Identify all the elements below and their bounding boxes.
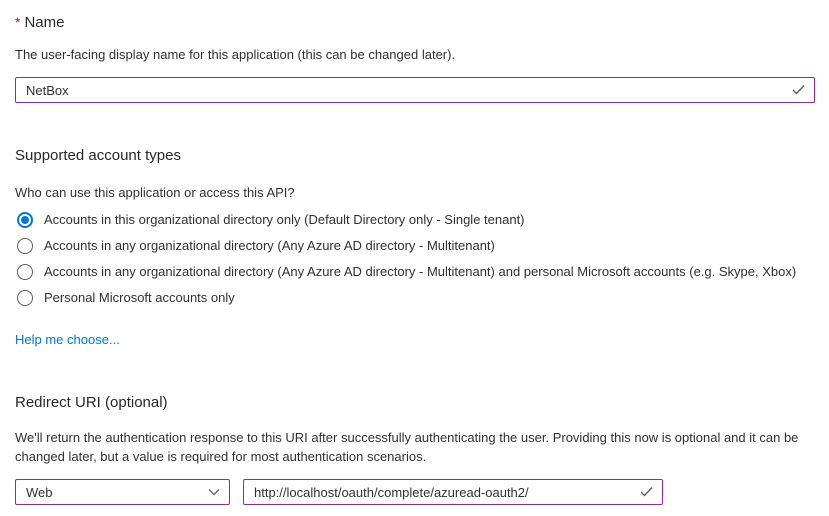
radio-option-label: Personal Microsoft accounts only	[44, 290, 235, 305]
name-label: Name	[24, 14, 65, 31]
required-asterisk: *	[15, 14, 21, 30]
radio-option-label: Accounts in any organizational directory (Any Azure AD directory - Multitenant) and personal Microsoft accounts (e.g. Skype, Xbox)	[44, 264, 797, 279]
radio-button-icon[interactable]	[17, 212, 33, 228]
radio-option-single-tenant[interactable]	[15, 212, 815, 228]
radio-button-icon[interactable]	[17, 264, 33, 280]
radio-option-personal-only[interactable]	[15, 290, 815, 306]
redirect-uri-field-box	[243, 479, 663, 505]
redirect-uri-title: Redirect URI (optional)	[15, 394, 168, 411]
radio-button-icon[interactable]	[17, 290, 33, 306]
radio-button-icon[interactable]	[17, 238, 33, 254]
redirect-uri-input[interactable]	[244, 480, 662, 504]
account-types-radio-group	[15, 212, 815, 306]
help-me-choose-link[interactable]: Help me choose...	[15, 332, 120, 347]
platform-select-value: Web	[26, 484, 53, 500]
radio-option-label: Accounts in this organizational directory only (Default Directory only - Single tenant)	[44, 212, 525, 227]
platform-select[interactable]	[15, 479, 230, 505]
redirect-uri-row	[15, 479, 815, 505]
name-field-box	[15, 77, 815, 103]
radio-option-multitenant-personal[interactable]	[15, 264, 815, 280]
account-types-question: Who can use this application or access this API?	[15, 185, 295, 200]
account-types-title: Supported account types	[15, 147, 181, 164]
name-input[interactable]	[16, 78, 814, 102]
name-description: The user-facing display name for this application (this can be changed later).	[15, 47, 456, 62]
valid-checkmark-icon	[640, 487, 653, 498]
name-section-title	[15, 12, 815, 33]
redirect-uri-description: We'll return the authentication response to this URI after successfully authenticating the user. Providing this now is optional and it can be changed later, but a value is required for most authentication scenarios.	[15, 430, 799, 464]
radio-option-label: Accounts in any organizational directory (Any Azure AD directory - Multitenant)	[44, 238, 495, 253]
radio-option-multitenant[interactable]	[15, 238, 815, 254]
valid-checkmark-icon	[792, 85, 805, 96]
chevron-down-icon	[208, 489, 220, 496]
